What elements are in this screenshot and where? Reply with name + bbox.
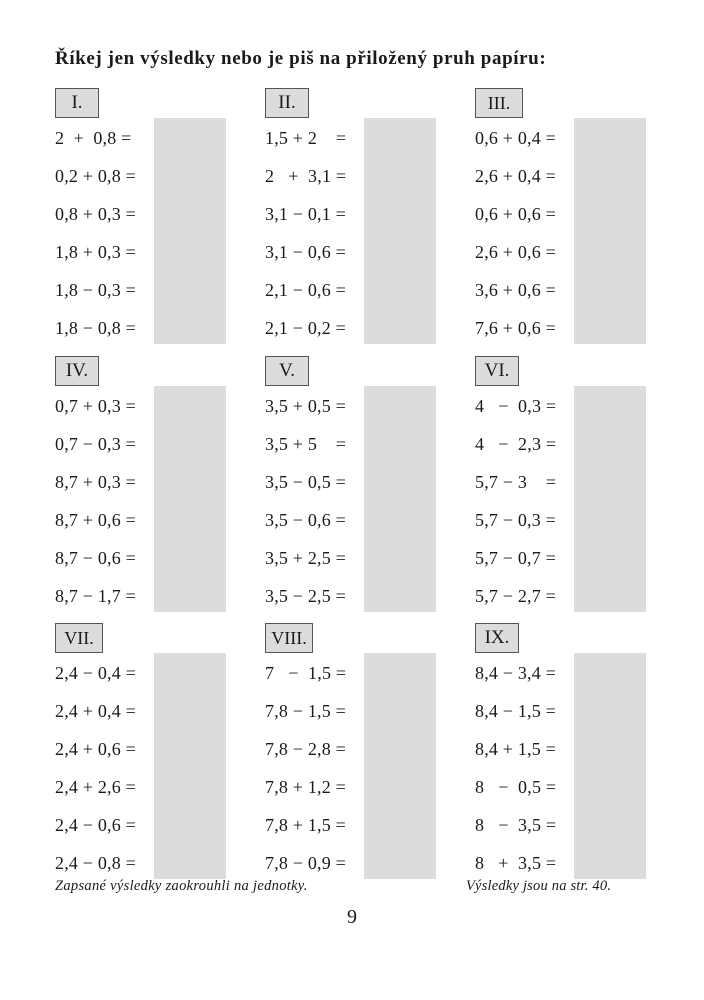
- answer-strip: [364, 653, 436, 879]
- answer-strip: [154, 653, 226, 879]
- exercise-section: [265, 88, 445, 348]
- equation-row: 3,5 + 0,5 =: [265, 396, 347, 416]
- equation-row: 2,4 − 0,8 =: [55, 853, 137, 873]
- equation-row: 2 + 0,8 =: [55, 128, 132, 148]
- equation-row: 2,6 + 0,4 =: [475, 166, 557, 186]
- equation-row: 4 − 0,3 =: [475, 396, 557, 416]
- equation-row: 7,8 + 1,5 =: [265, 815, 347, 835]
- answer-strip: [574, 386, 646, 612]
- equation-row: 5,7 − 0,7 =: [475, 548, 557, 568]
- exercise-section: [55, 88, 235, 348]
- equation-row: 8,4 + 1,5 =: [475, 739, 557, 759]
- equation-row: 3,5 − 2,5 =: [265, 586, 347, 606]
- equation-row: 3,5 − 0,6 =: [265, 510, 347, 530]
- exercise-section: [265, 623, 445, 883]
- exercise-section: [475, 356, 655, 616]
- equation-row: 2,4 + 0,4 =: [55, 701, 137, 721]
- exercise-section: [55, 623, 235, 883]
- equation-row: 3,5 − 0,5 =: [265, 472, 347, 492]
- section-label: VIII.: [265, 623, 313, 653]
- equation-row: 5,7 − 0,3 =: [475, 510, 557, 530]
- equation-row: 3,5 + 2,5 =: [265, 548, 347, 568]
- equation-row: 1,8 − 0,3 =: [55, 280, 137, 300]
- section-label: IV.: [55, 356, 99, 386]
- equation-row: 1,8 + 0,3 =: [55, 242, 137, 262]
- footer-answers-reference: Výsledky jsou na str. 40.: [466, 878, 612, 894]
- equation-row: 3,1 − 0,1 =: [265, 204, 347, 224]
- equation-row: 3,5 + 5 =: [265, 434, 347, 454]
- section-label: VI.: [475, 356, 519, 386]
- section-label: VII.: [55, 623, 103, 653]
- equation-row: 8,7 − 1,7 =: [55, 586, 137, 606]
- equation-row: 0,7 + 0,3 =: [55, 396, 137, 416]
- section-label: V.: [265, 356, 309, 386]
- equation-row: 7,8 + 1,2 =: [265, 777, 347, 797]
- page-number: 9: [347, 906, 357, 928]
- equation-row: 2,1 − 0,2 =: [265, 318, 347, 338]
- equation-row: 5,7 − 2,7 =: [475, 586, 557, 606]
- equation-row: 4 − 2,3 =: [475, 434, 557, 454]
- equation-row: 5,7 − 3 =: [475, 472, 557, 492]
- equation-row: 7,8 − 0,9 =: [265, 853, 347, 873]
- equation-row: 2,4 + 2,6 =: [55, 777, 137, 797]
- equation-row: 3,6 + 0,6 =: [475, 280, 557, 300]
- equation-row: 7 − 1,5 =: [265, 663, 347, 683]
- exercise-section: [475, 623, 655, 883]
- equation-row: 2,1 − 0,6 =: [265, 280, 347, 300]
- footer-instruction: Zapsané výsledky zaokrouhli na jednotky.: [55, 878, 308, 894]
- equation-row: 8,7 − 0,6 =: [55, 548, 137, 568]
- equation-row: 2,4 − 0,6 =: [55, 815, 137, 835]
- equation-row: 1,8 − 0,8 =: [55, 318, 137, 338]
- equation-row: 8,4 − 1,5 =: [475, 701, 557, 721]
- equation-row: 0,6 + 0,6 =: [475, 204, 557, 224]
- equation-row: 8 − 3,5 =: [475, 815, 557, 835]
- equation-row: 7,6 + 0,6 =: [475, 318, 557, 338]
- answer-strip: [574, 118, 646, 344]
- equation-row: 0,6 + 0,4 =: [475, 128, 557, 148]
- section-label: III.: [475, 88, 523, 118]
- equation-row: 0,7 − 0,3 =: [55, 434, 137, 454]
- equation-row: 1,5 + 2 =: [265, 128, 347, 148]
- equation-row: 0,2 + 0,8 =: [55, 166, 137, 186]
- equation-row: 2,4 − 0,4 =: [55, 663, 137, 683]
- section-label: I.: [55, 88, 99, 118]
- equation-row: 8,4 − 3,4 =: [475, 663, 557, 683]
- answer-strip: [154, 386, 226, 612]
- answer-strip: [574, 653, 646, 879]
- exercise-section: [265, 356, 445, 616]
- equation-row: 2,6 + 0,6 =: [475, 242, 557, 262]
- equation-row: 8 + 3,5 =: [475, 853, 557, 873]
- equation-row: 7,8 − 1,5 =: [265, 701, 347, 721]
- equation-row: 8 − 0,5 =: [475, 777, 557, 797]
- answer-strip: [364, 386, 436, 612]
- equation-row: 8,7 + 0,3 =: [55, 472, 137, 492]
- page-title: Říkej jen výsledky nebo je piš na přiložený pruh papíru:: [55, 48, 547, 69]
- equation-row: 2 + 3,1 =: [265, 166, 347, 186]
- section-label: II.: [265, 88, 309, 118]
- equation-row: 0,8 + 0,3 =: [55, 204, 137, 224]
- exercise-section: [55, 356, 235, 616]
- answer-strip: [154, 118, 226, 344]
- answer-strip: [364, 118, 436, 344]
- equation-row: 8,7 + 0,6 =: [55, 510, 137, 530]
- equation-row: 3,1 − 0,6 =: [265, 242, 347, 262]
- exercise-section: [475, 88, 655, 348]
- section-label: IX.: [475, 623, 519, 653]
- equation-row: 7,8 − 2,8 =: [265, 739, 347, 759]
- equation-row: 2,4 + 0,6 =: [55, 739, 137, 759]
